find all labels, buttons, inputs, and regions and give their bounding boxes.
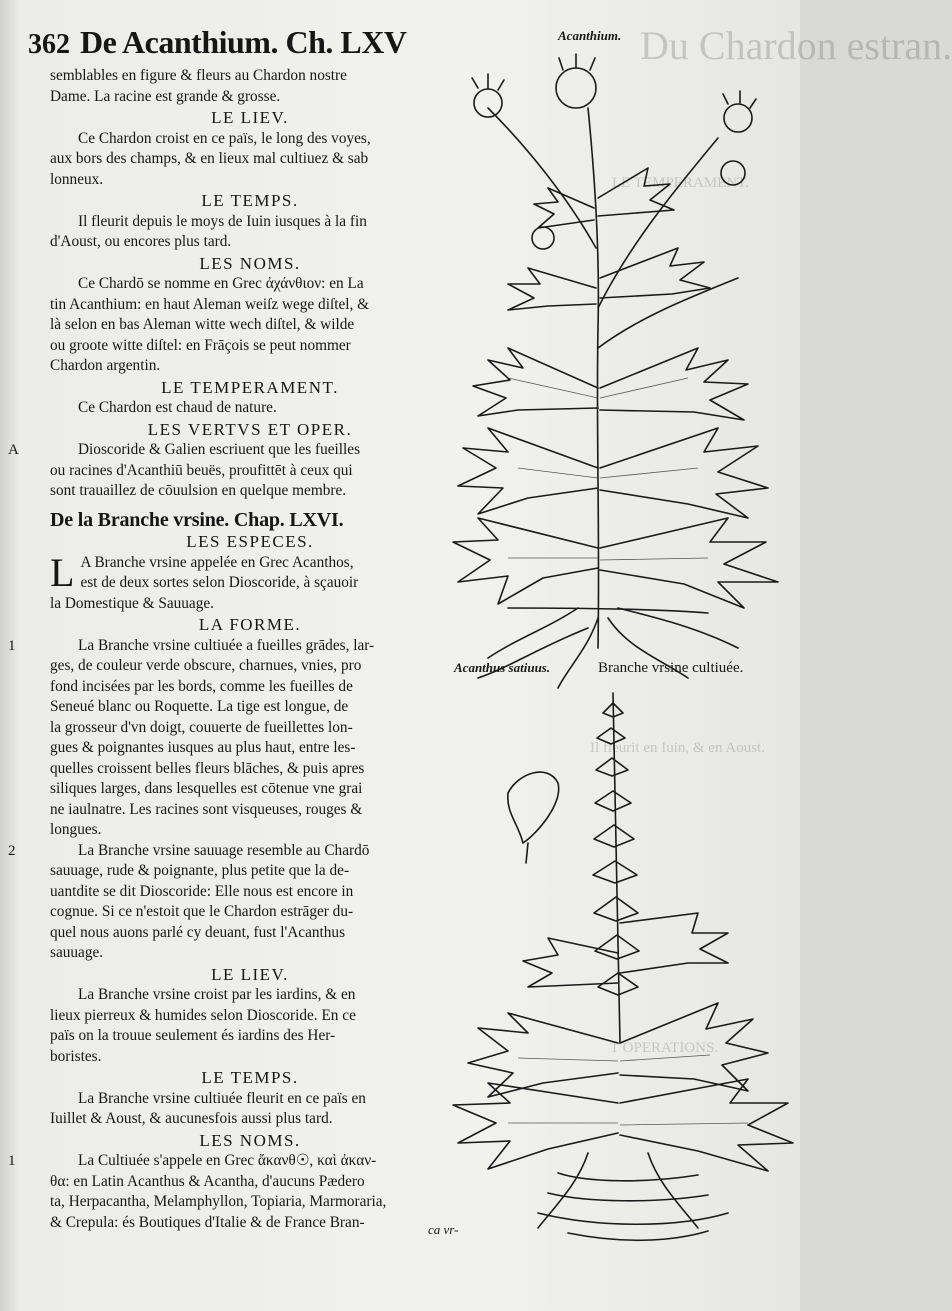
text-line: Chardon argentin. <box>50 357 161 374</box>
text-line: est de deux sortes selon Dioscoride, à sçauoir <box>80 574 359 591</box>
section-heading-lieu: LE LIEV. <box>211 964 289 984</box>
text-line: païs on la trouue seulement és iardins des Her- <box>50 1027 336 1044</box>
text-line: tin Acanthium: en haut Aleman weiſz wege diſtel, & <box>50 295 370 313</box>
text-line: fond incisées par les bords, comme les fueilles de <box>50 677 353 695</box>
text-line: ou racines d'Acanthiū beuës, proufittēt à ceux qui <box>50 461 353 479</box>
acanthus-woodcut-illustration <box>448 683 800 1263</box>
text-line: Ce Chardō se nomme en Grec ἀχάνθιον: en La <box>78 275 364 292</box>
text-line: La Branche vrsine croist par les iardins, & en <box>78 986 356 1003</box>
chapter-title: De la Branche vrsine. Chap. LXVI. <box>50 508 344 531</box>
text-line: θα: en Latin Acanthus & Acantha, d'aucuns Pædero <box>50 1172 365 1190</box>
text-line: la grosseur d'vn doigt, couuerte de fueillettes lon- <box>50 718 353 736</box>
text-line: d'Aoust, ou encores plus tard. <box>50 233 232 250</box>
text-line: boristes. <box>50 1047 102 1065</box>
margin-number: 1 <box>8 637 16 654</box>
text-line: Dame. La racine est grande & grosse. <box>50 87 281 105</box>
text-line: siliques larges, dans lesquelles est cōtenue vne grai <box>50 780 363 797</box>
text-line: La Branche vrsine sauuage resemble au Chardō <box>78 841 370 859</box>
section-heading-lieu: LE LIEV. <box>211 108 289 127</box>
text-line: lonneux. <box>50 170 104 188</box>
text-line: La Branche vrsine cultiuée a fueilles grādes, lar- <box>78 636 375 654</box>
text-line: quelles croissent belles fleurs blāches, & puis apres <box>50 759 365 777</box>
section-heading-noms: LES NOMS. <box>199 253 301 273</box>
text-line: La Cultiuée s'appele en Grec ἄκανθ☉, καὶ ἀκαν- <box>78 1152 377 1169</box>
text-line: ges, de couleur verde obscure, charnues, vnies, pro <box>50 657 362 674</box>
section-heading-temperament: LE TEMPERAMENT. <box>161 377 339 397</box>
text-line: sont trauaillez de cōuulsion en quelque membre. <box>50 482 347 499</box>
text-line: aux bors des champs, & en lieux mal cultiuez & sab <box>50 150 369 167</box>
margin-letter: A <box>8 442 19 458</box>
text-line: sauuage, rude & poignante, plus petite que la de- <box>50 862 350 879</box>
text-line: là selon en bas Aleman witte wech diſtel, & wilde <box>50 316 355 333</box>
bleed-through-line: LE TEMPERAMENT. <box>612 175 749 191</box>
drop-initial: L <box>50 549 75 595</box>
section-heading-temps: LE TEMPS. <box>201 1068 299 1087</box>
page-number: 362 <box>28 29 70 60</box>
text-line: & Crepula: és Boutiques d'Italie & de France Bran- <box>50 1213 365 1231</box>
text-line: cognue. Si ce n'estoit que le Chardon estrāger du- <box>50 903 354 920</box>
bleed-through-line: Il fleurit en Iuin, & en Aoust. <box>590 740 765 756</box>
text-line: longues. <box>50 821 102 838</box>
text-line: gues & poignantes iusques au plus haut, entre les- <box>50 739 356 756</box>
bleed-through-title: Du Chardon estran. <box>640 23 952 68</box>
margin-number: 1 <box>8 1153 16 1169</box>
section-heading-temps: LE TEMPS. <box>201 191 299 210</box>
text-line: A Branche vrsine appelée en Grec Acanthos, <box>80 553 354 571</box>
text-line: Il fleurit depuis le moys de Iuin iusques à la fin <box>78 212 367 230</box>
illustrations-column <box>448 28 800 1268</box>
catchword: ca vr- <box>428 1222 459 1237</box>
running-title: De Acanthium. Ch. LXV <box>80 24 407 60</box>
figure-caption-acanthium: Acanthium. <box>558 28 622 43</box>
bleed-through-line: T OPERATIONS. <box>610 1040 719 1056</box>
text-line: quel nous auons parlé cy deuant, fust l'Acanthus <box>50 923 346 941</box>
text-line: La Branche vrsine cultiuée fleurit en ce païs en <box>78 1089 366 1107</box>
running-head <box>28 24 458 61</box>
text-line: Ce Chardon est chaud de nature. <box>78 399 277 416</box>
text-line: ne iaulnatre. Les racines sont visqueuses, rouges & <box>50 800 363 818</box>
text-line: Iuillet & Aoust, & aucunesfois aussi plus tard. <box>50 1110 333 1127</box>
text-line: ou groote witte diſtel: en Frāçois se peut nommer <box>50 336 351 354</box>
thistle-woodcut-illustration <box>448 48 800 688</box>
text-line: semblables en figure & fleurs au Chardon nostre <box>50 67 347 84</box>
figure-caption-acanthus-satiuus: Acanthus satiuus. <box>454 660 551 675</box>
text-line: uantdite se dit Dioscoride: Elle nous est encore in <box>50 882 354 900</box>
section-heading-forme: LA FORME. <box>198 615 302 634</box>
text-line: Seneué blanc ou Roquette. La tige est longue, de <box>50 698 349 715</box>
section-heading-especes: LES ESPECES. <box>186 532 314 551</box>
figure-caption-branche-vrsine: Branche vrsine cultiuée. <box>598 660 744 676</box>
margin-number: 2 <box>8 842 16 859</box>
text-line: sauuage. <box>50 944 104 961</box>
text-line: Ce Chardon croist en ce païs, le long des voyes, <box>78 129 371 147</box>
text-line: ta, Herpacantha, Melamphyllon, Topiaria, Marmoraria, <box>50 1193 387 1210</box>
text-line: lieux pierreux & humides selon Dioscoride. En ce <box>50 1006 356 1024</box>
section-heading-vertus: LES VERTVS ET OPER. <box>147 419 353 439</box>
text-line: la Domestique & Sauuage. <box>50 594 214 612</box>
section-heading-noms: LES NOMS. <box>199 1130 301 1150</box>
text-column <box>8 66 450 1233</box>
text-line: Dioscoride & Galien escriuent que les fueilles <box>78 441 361 458</box>
